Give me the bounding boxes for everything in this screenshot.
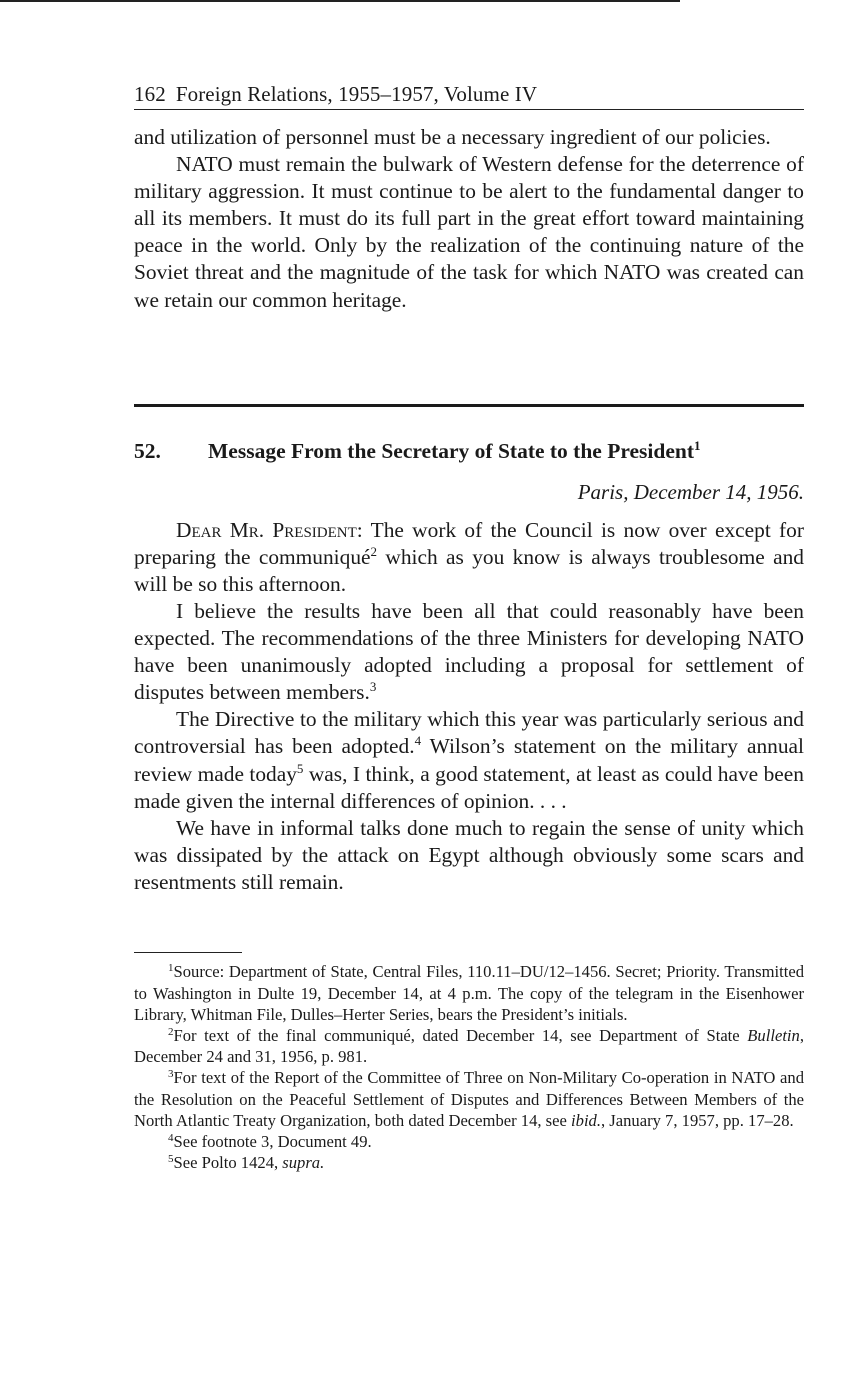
footnote-ref[interactable]: 5 xyxy=(296,760,304,776)
footnote-ref[interactable]: 4 xyxy=(414,733,422,749)
document-page xyxy=(134,80,804,1174)
continuation-paragraph-2: NATO must remain the bulwark of Western defense for the deterrence of military aggression. It must continue to be alert to the fundamental danger to all its members. It must do its full part in the great effort toward maintaining peace in the world. Only by the realization of the continuing nature of the Soviet threat and the magnitude of the task for which NATO was created can we retain our common heritage. xyxy=(134,152,804,312)
letter-body xyxy=(134,517,804,896)
footnote-4: $^4$See footnote 3, Document 49. xyxy=(168,1132,372,1152)
letter-paragraph-4: We have in informal talks done much to regain the sense of unity which was dissipated by the attack on Egypt although obviously some scars and resentments still remain. xyxy=(134,815,804,894)
document-title: Message From the Secretary of State to the President xyxy=(208,438,694,463)
continuation-paragraph-1: and utilization of personnel must be a necessary ingredient of our policies. xyxy=(134,125,771,149)
document-heading xyxy=(134,437,804,465)
document-number: 52. xyxy=(134,438,161,463)
dateline: Paris, December 14, 1956. xyxy=(577,479,804,504)
footnote-ref[interactable]: 2 xyxy=(370,543,378,559)
footnote-5: $^5$See Polto 1424, supra. xyxy=(168,1153,325,1173)
salutation: Dear Mr. President: xyxy=(176,517,363,542)
section-divider xyxy=(134,404,804,407)
letter-paragraph-1: Dear Mr. President: The work of the Council is now over except for preparing the communiqué$^2$ which as you know is always troublesome and will be so this afternoon. xyxy=(134,517,804,596)
letter-paragraph-3: The Directive to the military which this year was particularly serious and controversial has been adopted.$^4$ Wilson’s statement on the military annual review made today$^5$ was, I think, a good statement, at least as could have been made given the internal differences of opinion. . . . xyxy=(134,707,804,813)
footnotes xyxy=(134,961,804,1173)
page-number: 162 xyxy=(134,82,166,106)
volume-title: Foreign Relations, 1955–1957, Volume IV xyxy=(175,82,538,106)
footnote-3: $^3$For text of the Report of the Committee of Three on Non-Military Co-operation in NATO and the Resolution on the Peaceful Settlement of Disputes and Differences Between Members of the North Atlantic Treaty Organization, both dated December 14, see ibid., January 7, 1957, pp. 17–28. xyxy=(134,1068,804,1130)
continuation-text xyxy=(134,124,804,314)
scan-top-edge-rule xyxy=(0,0,680,2)
footnote-rule xyxy=(134,952,242,954)
footnote-ref[interactable]: 3 xyxy=(369,679,377,695)
footnote-ref[interactable]: 1 xyxy=(694,437,701,453)
footnote-1: $^1$Source: Department of State, Central Files, 110.11–DU/12–1456. Secret; Priority. Transmitted to Washington in Dulte 19, December 14, at 4 p.m. The copy of the telegram in the Eisenhower Library, Whitman File, Dulles–Herter Series, bears the President’s initials. xyxy=(134,962,804,1024)
footnote-2: $^2$For text of the final communiqué, dated December 14, see Department of State Bulletin, December 24 and 31, 1956, p. 981. xyxy=(134,1026,804,1067)
running-head xyxy=(134,80,804,110)
letter-paragraph-2: I believe the results have been all that could reasonably have been expected. The recommendations of the three Ministers for developing NATO have been unanimously adopted including a proposal for settlement of disputes between members.$^3$ xyxy=(134,598,804,705)
